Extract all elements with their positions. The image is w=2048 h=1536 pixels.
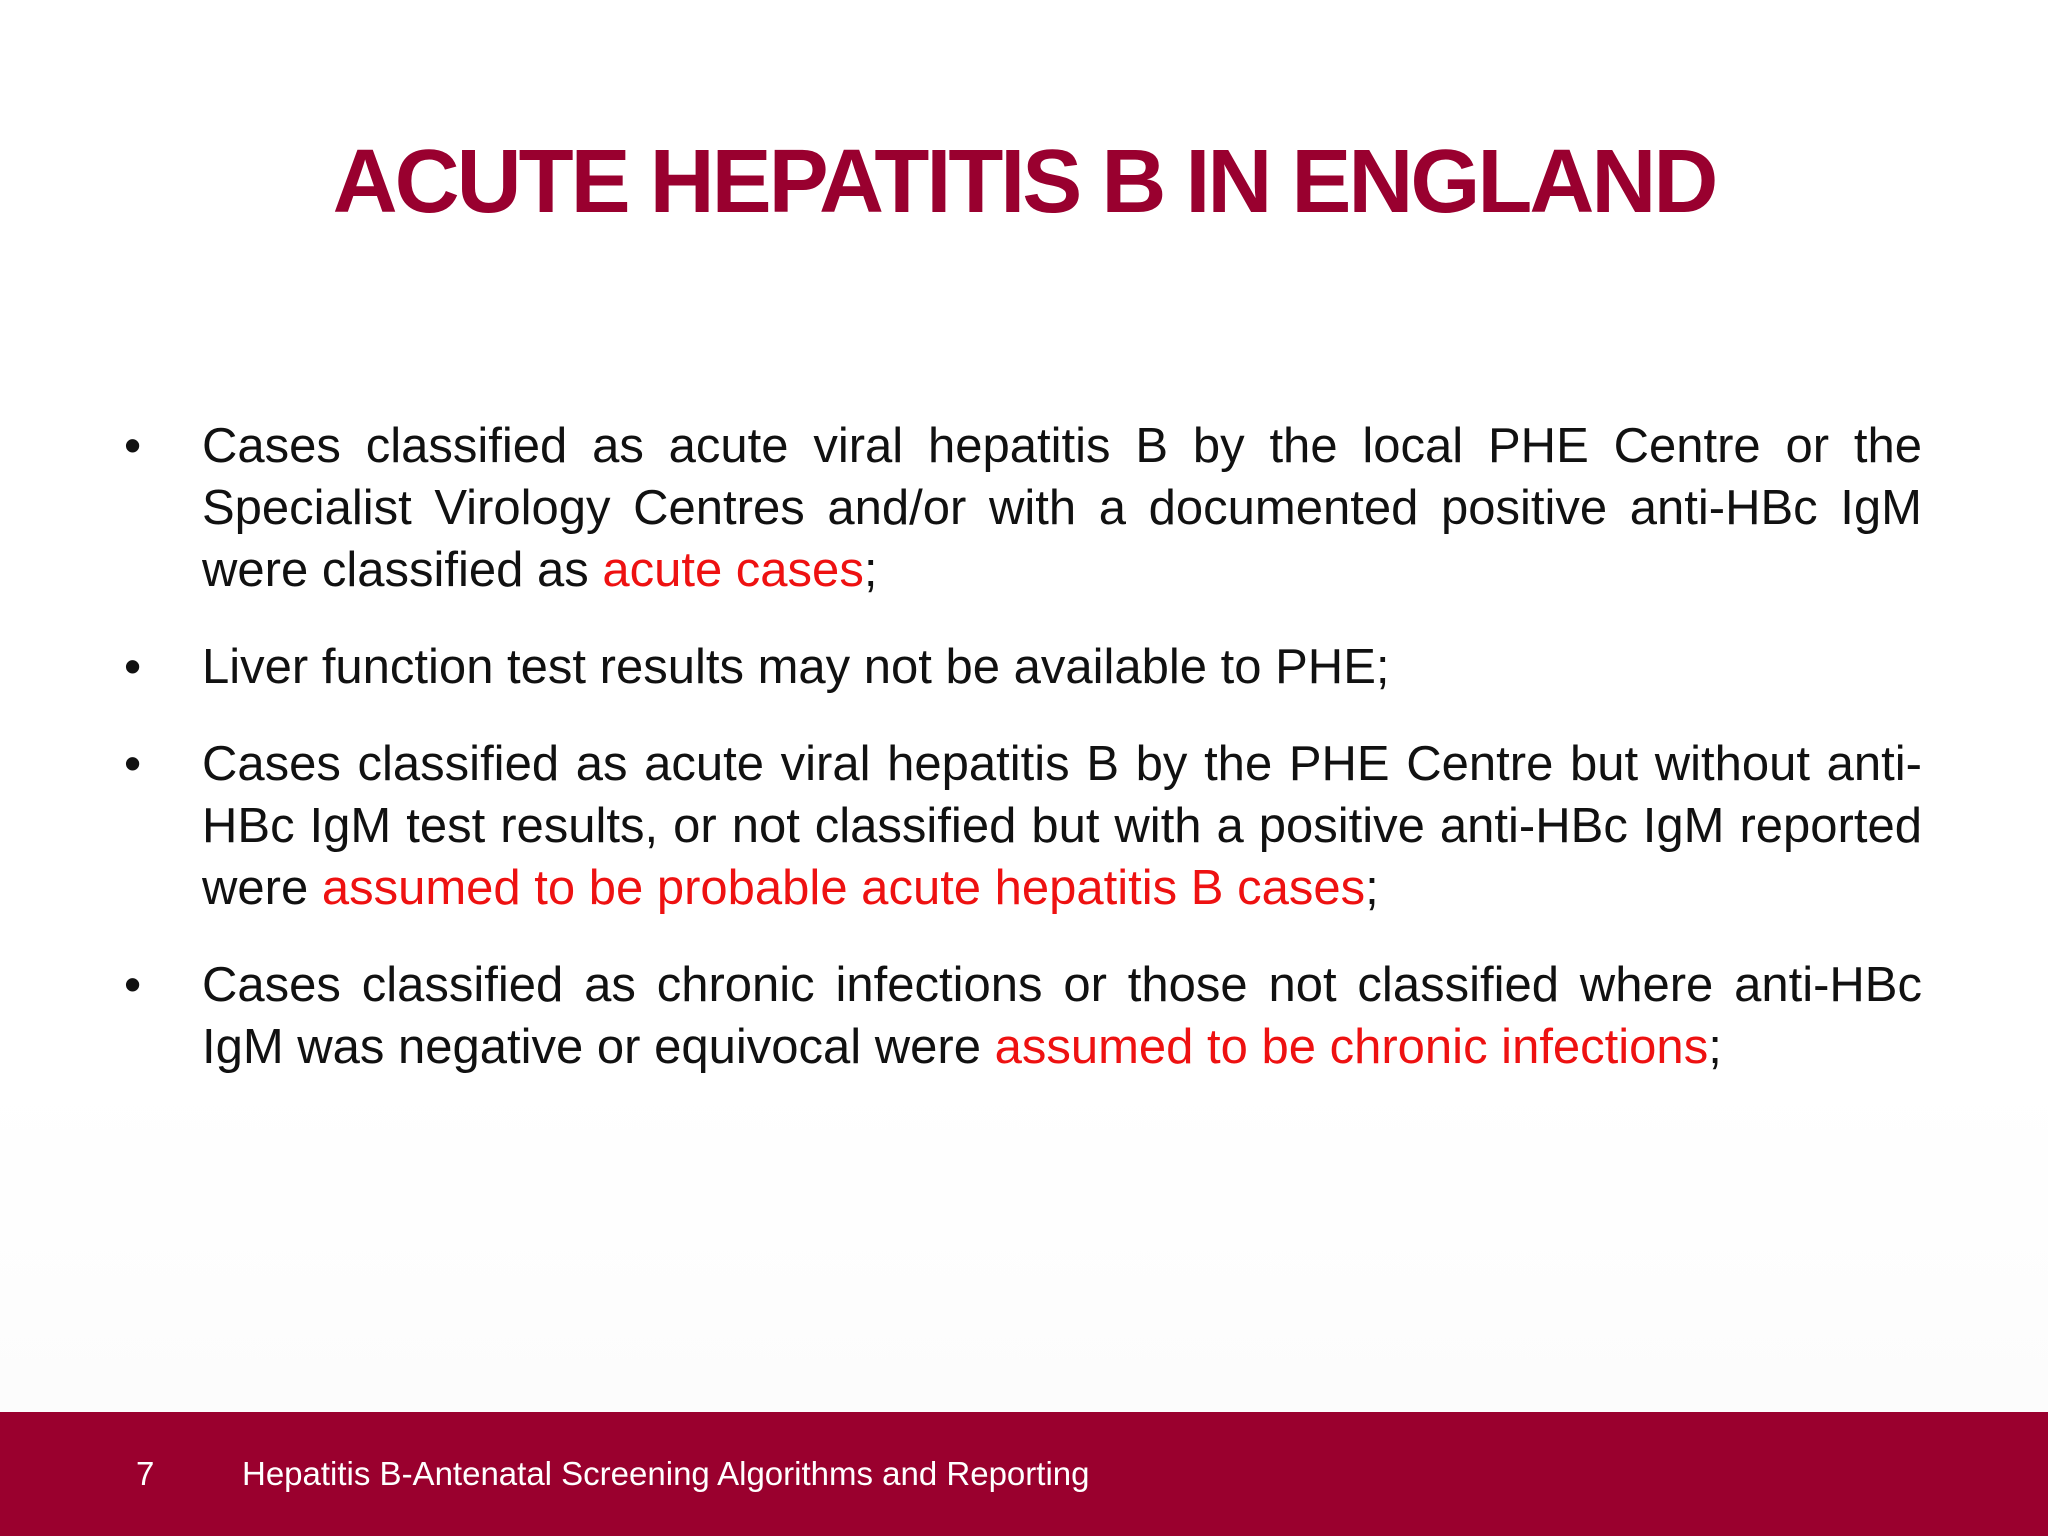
bullet-text-end: ; [1708,1020,1722,1074]
footer-title: Hepatitis B-Antenatal Screening Algorithms and Reporting [242,1455,1090,1492]
bullet-item [0,954,2048,1078]
bullet-text-end: ; [863,543,878,597]
bullet-highlight: acute cases [602,543,864,597]
footer-bar [0,1412,2048,1536]
bullet-item [0,733,2048,919]
bullet-item [0,636,2048,698]
bullet-text [202,954,1922,1078]
bullet-text-main: Liver function test results may not be available to PHE; [202,640,1390,694]
bullet-text-end: ; [1365,861,1379,915]
page-number: 7 [136,1455,155,1492]
bullet-marker: • [124,419,142,473]
bullet-list [0,415,2048,1113]
bullet-text-main: Cases classified as acute viral hepatitis B by the local PHE Centre or the Specialist Virology Centres and/or with a documented positive anti-HBc IgM were classified as [202,419,1922,597]
bullet-text [202,636,1922,698]
bullet-item [0,415,2048,601]
bullet-text-main: Cases classified as acute viral hepatitis B by the PHE Centre but without anti-HBc IgM test results, or not classified but with a positive anti-HBc IgM reported were [202,737,1922,915]
bullet-marker: • [124,737,142,791]
slide-title: ACUTE HEPATITIS B IN ENGLAND [332,132,1716,232]
bullet-highlight: assumed to be probable acute hepatitis B cases [321,861,1366,915]
bullet-marker: • [124,958,142,1012]
bullet-text-main: Cases classified as chronic infections or those not classified where anti-HBc IgM was negative or equivocal were [202,958,1922,1074]
bullet-text [202,415,1922,601]
bullet-text [202,733,1922,919]
bullet-marker: • [124,640,142,694]
bullet-highlight: assumed to be chronic infections [994,1020,1709,1074]
